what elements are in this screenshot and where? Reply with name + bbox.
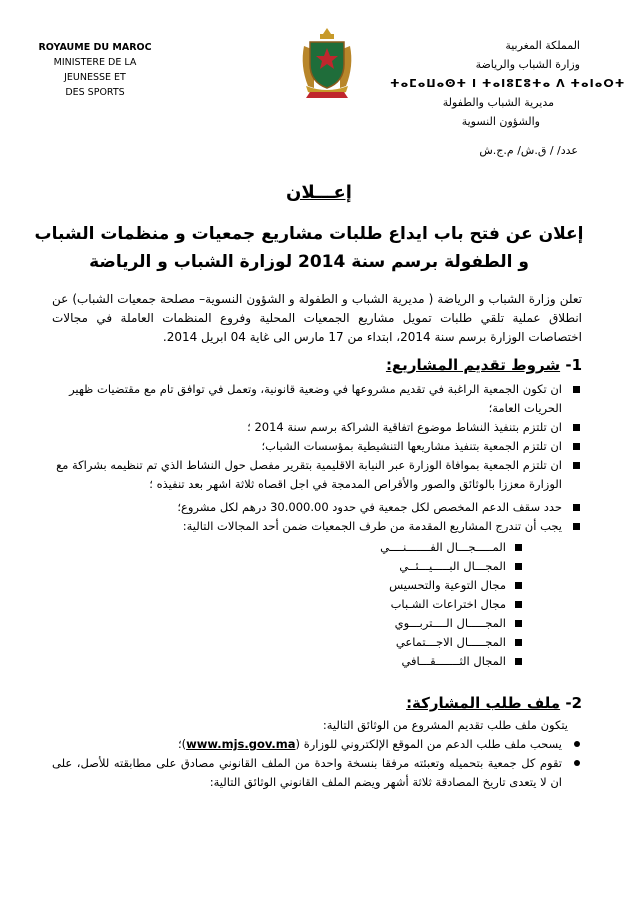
- section2-lead: يتكون ملف طلب تقديم المشروع من الوثائق التالية:: [322, 718, 568, 732]
- section2-heading: [52, 694, 582, 712]
- domains-list: [52, 538, 522, 671]
- ministry-fr-line1: MINISTERE DE LA JEUNESSE ET: [53, 57, 137, 83]
- list-item: حدد سقف الدعم المخصص لكل جمعية في حدود 30.000.00 درهم لكل مشروع؛: [52, 498, 582, 517]
- list-item: ان تلتزم بتنفيذ النشاط موضوع اتفاقية الشراكة برسم سنة 2014 ؛: [52, 418, 582, 437]
- directorate-ar: مديرية الشباب والطفولة: [442, 96, 554, 109]
- section1-heading: [52, 356, 582, 374]
- coat-of-arms-emblem: [300, 26, 354, 100]
- list-item: ان تلتزم الجمعية بموافاة الوزارة عبر النيابة الاقليمية بتقرير مفصل حول النشاط الذي تم تنظيمه بشراكة مع الوزارة معززا بالوثائق والصور والأقراص المدمجة في اجل اقصاه ثلاثة اشهر بعد تنفيذه ؛: [52, 456, 582, 494]
- section-conditions: [52, 356, 582, 671]
- header-arabic: [390, 36, 626, 131]
- kingdom-fr: ROYAUME DU MAROC: [38, 42, 152, 53]
- list-item: ان تلتزم الجمعية بتنفيذ مشاريعها التنشيطية بمؤسسات الشباب؛: [52, 437, 582, 456]
- ministry-fr-line2: DES SPORTS: [65, 87, 125, 98]
- section2-title: ملف طلب المشاركة:: [406, 694, 561, 712]
- section1-title: شروط تقديم المشاريع:: [385, 356, 561, 374]
- intro-paragraph: تعلن وزارة الشباب و الرياضة ( مديرية الشباب و الطفولة و الشؤون النسوية– مصلحة جمعيات الشباب) عن انطلاق عملية تلقي طلبات تمويل مشاريع الجمعيات المحلية وفروع المنظمات العاملة في مجالات اختصاصات الوزارة برسم سنة 2014، ابتداء من 17 مارس الى غاية 04 ابريل 2014.: [52, 292, 582, 344]
- section1-number: 1-: [565, 356, 582, 374]
- list-item: ان تكون الجمعية الراغبة في تقديم مشروعها في وضعية قانونية، وتعمل في توافق تام مع مقتضيات ظهير الحريات العامة؛: [52, 380, 582, 418]
- list-item: تقوم كل جمعية بتحميله وتعبئته مرفقا بنسخة واحدة من الملف القانوني مصادق على مطابقته للأصل، على ان لا يتعدى تاريخ المصادقة ثلاثة أشهر ويضم الملف القانوني الوثائق التالية:: [52, 754, 582, 792]
- conditions-list: [52, 380, 582, 536]
- domain-item: المجال الثـــــــقـــافي: [52, 652, 522, 671]
- domain-item: المـــــجـــال الفـــــــنــــي: [52, 538, 522, 557]
- list-item: يسحب ملف طلب الدعم من الموقع الإلكتروني للوزارة (www.mjs.gov.ma)؛: [52, 735, 582, 754]
- domain-item: المجـــــال الــــتربـــوي: [52, 614, 522, 633]
- announcement-headline: إعلان عن فتح باب ايداع طلبات مشاريع جمعيات و منظمات الشباب و الطفولة برسم سنة 2014 لوزارة الشباب و الرياضة: [34, 224, 584, 272]
- ministry-ar: وزارة الشباب والرياضة: [475, 58, 580, 71]
- list-item: يجب أن تندرج المشاريع المقدمة من طرف الجمعيات ضمن أحد المجالات التالية:: [52, 517, 582, 536]
- section2-number: 2-: [565, 694, 582, 712]
- reference-number: عدد/ / ق.ش/ م.ج.ش: [479, 144, 578, 157]
- announcement-title: إعـــلان: [286, 182, 352, 203]
- ministry-website-link[interactable]: www.mjs.gov.ma: [186, 737, 296, 751]
- directorate-ar-line2: والشؤون النسوية: [461, 115, 540, 128]
- domain-item: مجال التوعية والتحسيس: [52, 576, 522, 595]
- section-application-file: [52, 694, 582, 792]
- header-french: [36, 40, 154, 100]
- ministry-tifinagh: ⵜⴰⵎⴰⵡⴰⵙⵜ ⵏ ⵜⴰⵏⵓⵎⵓⵜⴰ ⴷ ⵜⴰⵏⴰⵔⵜ: [390, 77, 626, 90]
- domain-item: مجال اختراعات الشـباب: [52, 595, 522, 614]
- domain-item: المجـــــال الاجـــتماعي: [52, 633, 522, 652]
- file-list: [52, 735, 582, 792]
- kingdom-ar: المملكة المغربية: [505, 39, 580, 52]
- domain-item: المجـــال البـــــيـــئــي: [52, 557, 522, 576]
